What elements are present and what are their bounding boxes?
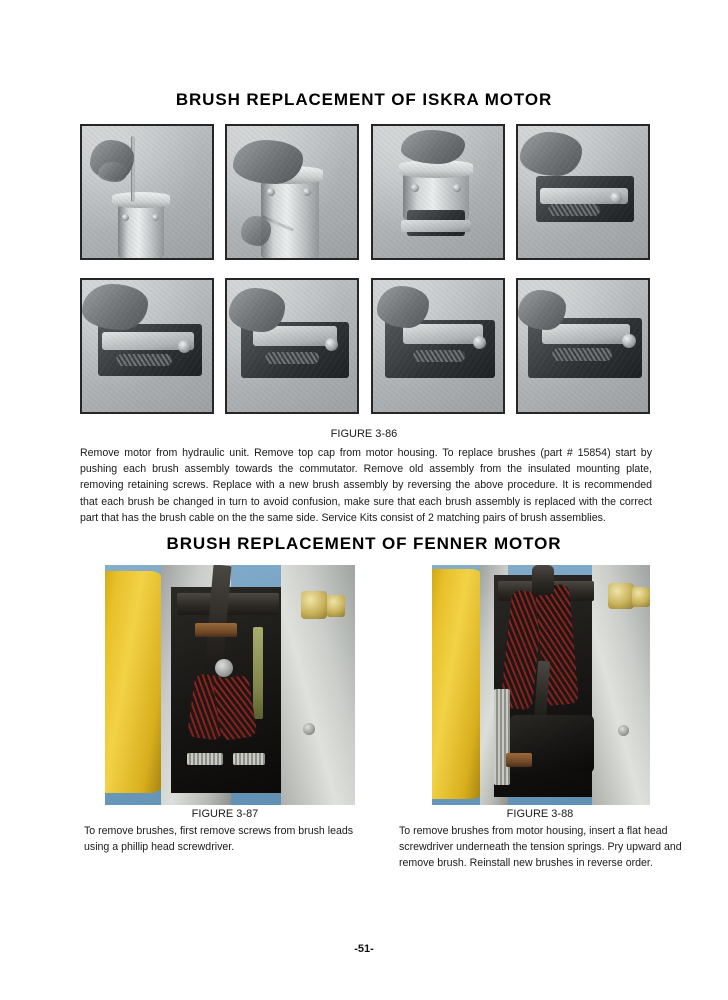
page-number: -51- <box>354 943 374 955</box>
photo-iskra-step-2 <box>225 124 359 260</box>
photo-fenner-3-87 <box>105 565 355 805</box>
photo-fenner-3-88 <box>432 565 650 805</box>
photo-iskra-step-5 <box>80 278 214 414</box>
caption-3-87: To remove brushes, first remove screws from brush leads using a phillip head screwdriver. <box>84 825 354 853</box>
figure-label-3-86: FIGURE 3-86 <box>330 428 398 440</box>
photo-iskra-step-4 <box>516 124 650 260</box>
iskra-photo-row-bottom <box>80 278 650 414</box>
section-title-iskra: BRUSH REPLACEMENT OF ISKRA MOTOR <box>175 90 553 109</box>
photo-iskra-step-7 <box>371 278 505 414</box>
photo-iskra-step-8 <box>516 278 650 414</box>
iskra-photo-row-top <box>80 124 650 260</box>
photo-iskra-step-1 <box>80 124 214 260</box>
figure-label-3-87: FIGURE 3-87 <box>191 808 259 820</box>
iskra-body-text: Remove motor from hydraulic unit. Remove top cap from motor housing. To replace brushes (part # 15854) start by pushing each brush assembly towards the commutator. Remove old assembly from the insulated mounting plate, removing retaining screws. Replace with a new brush assembly by reversing the above procedure. It is recommended that each brush be changed in turn to avoid confusion, make sure that each brush assembly is replaced with the correct part that has the brush cable on the the same side. Service Kits consist of 2 matching pairs of brush assemblies. <box>80 447 652 524</box>
figure-label-3-88: FIGURE 3-88 <box>506 808 574 820</box>
caption-3-88: To remove brushes from motor housing, insert a flat head screwdriver underneath the tension springs. Pry upward and remove brush. Reinstall new brushes in reverse order. <box>399 825 682 869</box>
photo-iskra-step-6 <box>225 278 359 414</box>
photo-iskra-step-3 <box>371 124 505 260</box>
section-title-fenner: BRUSH REPLACEMENT OF FENNER MOTOR <box>166 534 562 553</box>
